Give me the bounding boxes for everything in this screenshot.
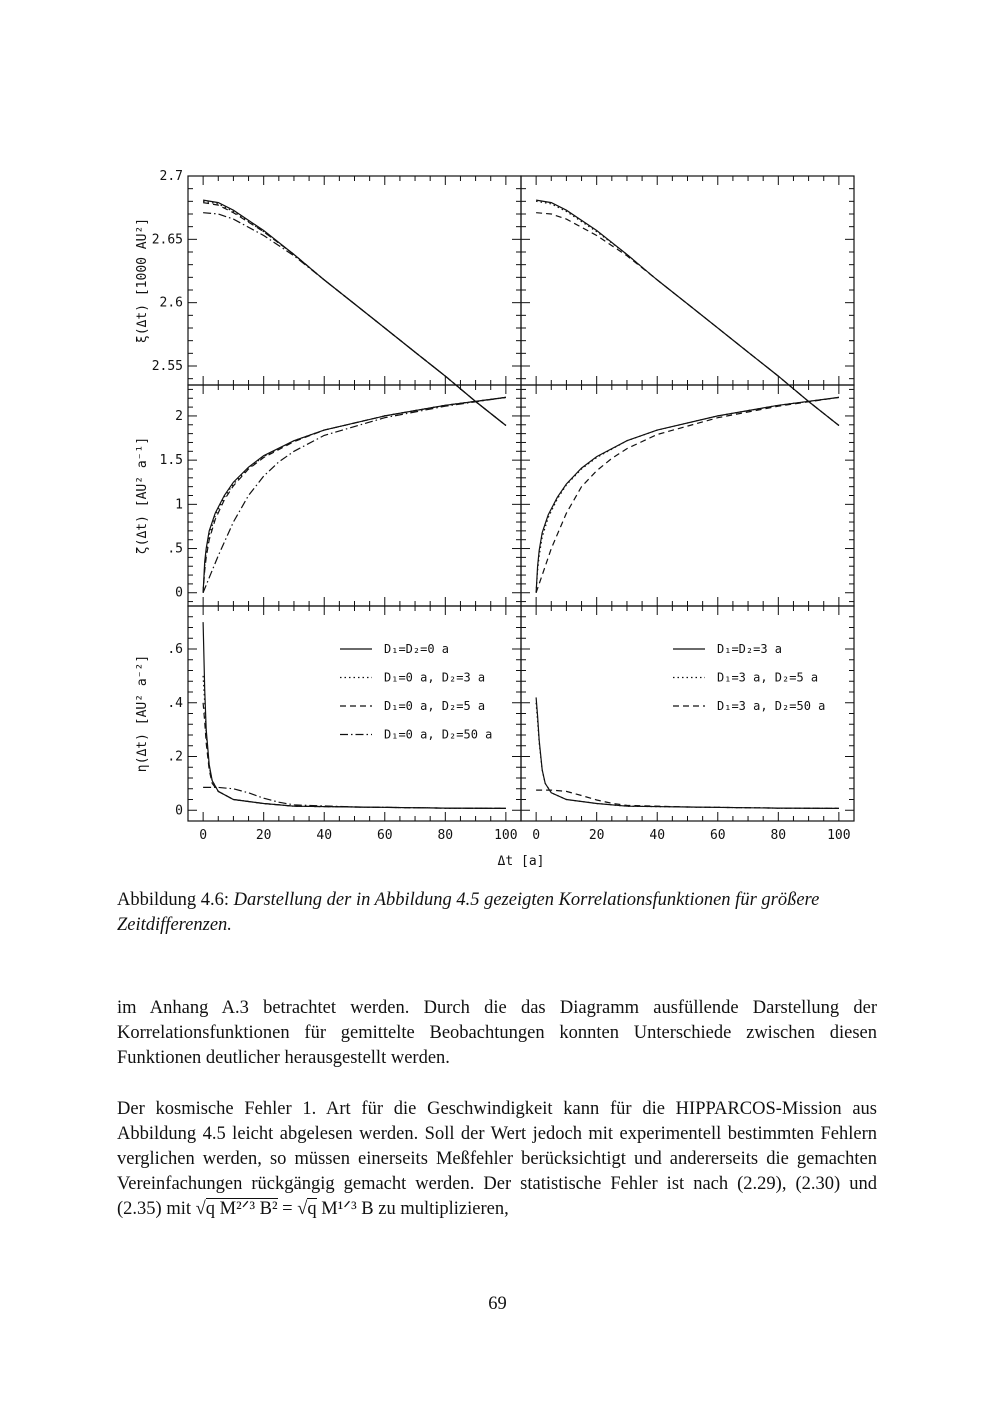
series-line-dashdot [203,213,506,426]
series-line-dotted [203,676,506,809]
legend-label: D₁=D₂=3 a [717,642,783,656]
paragraph-2-end: zu multiplizieren, [378,1199,509,1219]
y-tick-label: 1 [175,497,183,513]
formula: √q M²ᐟ³ B² = √q M¹ᐟ³ B [195,1199,374,1219]
series-line-dotted [536,703,839,809]
y-axis-label: ζ(Δt) [AU² a⁻¹] [135,436,150,555]
y-tick-label: 2 [175,408,183,424]
series-line-dotted [536,201,839,425]
legend-label: D₁=0 a, D₂=50 a [384,727,493,742]
x-tick-label: 60 [709,828,726,843]
panel-frame [188,385,521,606]
x-tick-label: 40 [649,828,666,843]
y-tick-label: 0 [175,803,183,819]
x-tick-label: 0 [532,828,541,843]
legend-label: D₁=3 a, D₂=50 a [717,699,826,713]
series-line-dashdot [203,787,506,808]
panel-frame [521,176,854,385]
y-tick-label: 1.5 [159,453,183,469]
caption-lead: Abbildung 4.6: [117,890,230,910]
y-tick-label: 2.6 [159,295,183,311]
series-line-dotted [203,201,506,425]
series-line-dashdot [203,397,506,592]
x-tick-label: 80 [437,828,454,843]
series-line-dashed [536,790,839,808]
y-tick-label: 0 [175,585,183,601]
legend-label: D₁=0 a, D₂=5 a [384,699,486,713]
paragraph-1: im Anhang A.3 betrachtet werden. Durch die das Diagramm ausfüllende Darstellung der Korrelationsfunktionen für gemittelte Beobachtungen konnten Unterschiede zwischen diesen Funktionen deutlicher herausgestellt werden. [117,998,877,1068]
panel-frame [521,606,854,821]
y-tick-label: 2.7 [159,169,183,184]
x-tick-label: 20 [588,828,605,843]
y-tick-label: 2.65 [151,232,183,248]
y-tick-label: 2.55 [151,359,183,374]
legend-label: D₁=3 a, D₂=5 a [717,670,819,685]
panel-frame [521,385,854,606]
series-line-solid [203,200,506,425]
series-line-dashed [536,213,839,426]
y-tick-label: .5 [167,541,183,557]
formula-equals: = [282,1199,293,1219]
x-tick-label: 60 [376,828,393,843]
figure-caption [117,888,877,938]
series-line-solid [203,622,506,808]
x-axis-label: Δt [a] [497,854,545,869]
page-number: 69 [488,1294,507,1314]
x-tick-label: 40 [316,828,333,843]
y-axis-label: η(Δt) [AU² a⁻²] [135,654,150,773]
series-line-dashed [203,203,506,426]
x-tick-label: 0 [199,828,208,843]
formula-right-rest: M¹ᐟ³ B [321,1199,374,1219]
series-line-dashed [536,397,839,592]
formula-left: q M²ᐟ³ B² [205,1199,278,1219]
caption-text: Darstellung der in Abbildung 4.5 gezeigten Korrelationsfunktionen für größere Zeitdifferenzen. [117,890,820,935]
series-line-solid [536,200,839,425]
y-axis-label: ξ(Δt) [1000 AU²] [135,217,150,344]
series-line-dashed [203,703,506,809]
paragraph-2 [117,1097,877,1222]
series-line-solid [536,697,839,808]
correlation-functions-figure [100,160,900,880]
panel-frame [188,176,521,385]
y-tick-label: .4 [167,695,183,711]
series-line-solid [536,397,839,592]
series-line-dotted [536,397,839,592]
y-tick-label: .2 [167,749,183,765]
paragraph-2-text: Der kosmische Fehler 1. Art für die Geschwindigkeit kann für die HIPPARCOS-Mission aus Abbildung 4.5 leicht abgelesen werden. Soll der Wert jedoch mit experimentell bestimmten Fehlern verglichen werden, so müssen einerseits Meßfehler berücksichtigt und andererseits die gemachten Vereinfachungen rückgängig gemacht werden. Der statistische Fehler ist nach (2.29), (2.30) und (2.35) mit [117,1099,877,1219]
y-tick-label: .6 [167,642,183,657]
formula-right-root: q [307,1199,317,1219]
x-tick-label: 100 [494,828,518,843]
x-tick-label: 100 [827,828,851,843]
legend-label: D₁=D₂=0 a [384,642,450,656]
x-tick-label: 20 [255,828,272,843]
panel-frame [188,606,521,821]
x-tick-label: 80 [770,828,787,843]
legend-label: D₁=0 a, D₂=3 a [384,670,486,685]
